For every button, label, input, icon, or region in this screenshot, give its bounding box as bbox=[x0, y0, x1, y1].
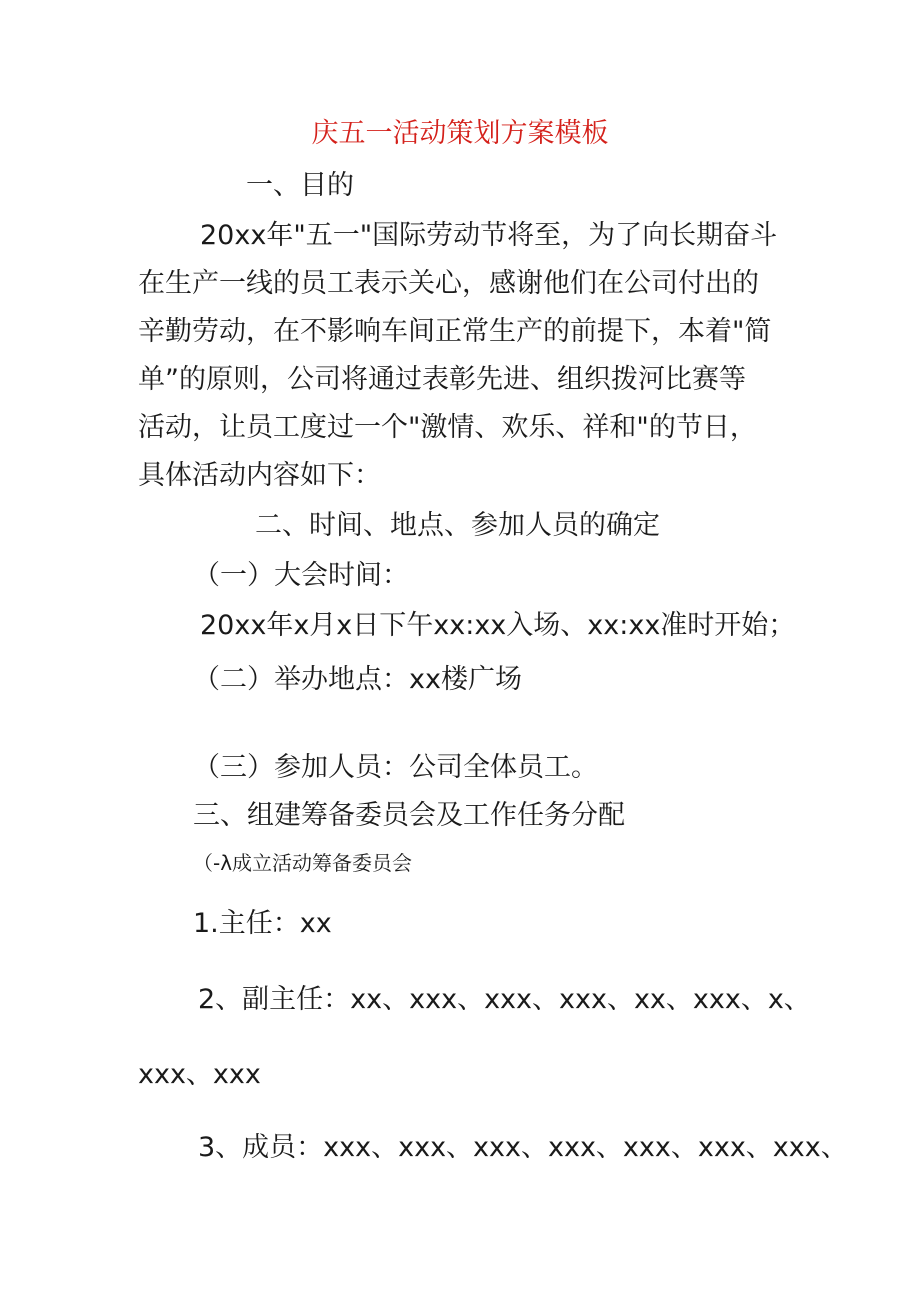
section3-vice-director-line-2: xxx、xxx bbox=[138, 1059, 261, 1090]
section3-sub1: （-λ成立活动筹备委员会 bbox=[193, 851, 413, 875]
section3-vice-director-line-1: 2、副主任：xx、xxx、xxx、xxx、xx、xxx、x、 bbox=[198, 984, 811, 1015]
section1-para-line-1: 20xx年"五一"国际劳动节将至，为了向长期奋斗 bbox=[200, 220, 778, 251]
section1-para-line-2: 在生产一线的员工表示关心，感谢他们在公司付出的 bbox=[138, 268, 759, 299]
section1-para-line-6: 具体活动内容如下： bbox=[138, 460, 381, 491]
section2-item1-value: 20xx年x月x日下午xx:xx入场、xx:xx准时开始； bbox=[200, 610, 796, 641]
section3-heading: 三、组建筹备委员会及工作任务分配 bbox=[193, 800, 625, 831]
section1-para-line-3: 辛勤劳动，在不影响车间正常生产的前提下，本着"简 bbox=[138, 316, 772, 347]
section2-heading: 二、时间、地点、参加人员的确定 bbox=[255, 510, 660, 541]
section2-item1-label: （一）大会时间： bbox=[193, 560, 409, 591]
section1-para-line-5: 活动，让员工度过一个"激情、欢乐、祥和"的节日， bbox=[138, 412, 757, 443]
section2-item3: （三）参加人员：公司全体员工。 bbox=[193, 752, 598, 783]
section2-item2: （二）举办地点：xx楼广场 bbox=[193, 664, 522, 695]
section3-director: 1.主任：xx bbox=[193, 908, 332, 939]
section1-para-line-4: 单”的原则，公司将通过表彰先进、组织拨河比赛等 bbox=[138, 364, 746, 395]
document-title: 庆五一活动策划方案模板 bbox=[311, 118, 609, 149]
section1-heading: 一、目的 bbox=[246, 170, 354, 201]
section3-members-line-1: 3、成员：xxx、xxx、xxx、xxx、xxx、xxx、xxx、 bbox=[198, 1132, 848, 1163]
